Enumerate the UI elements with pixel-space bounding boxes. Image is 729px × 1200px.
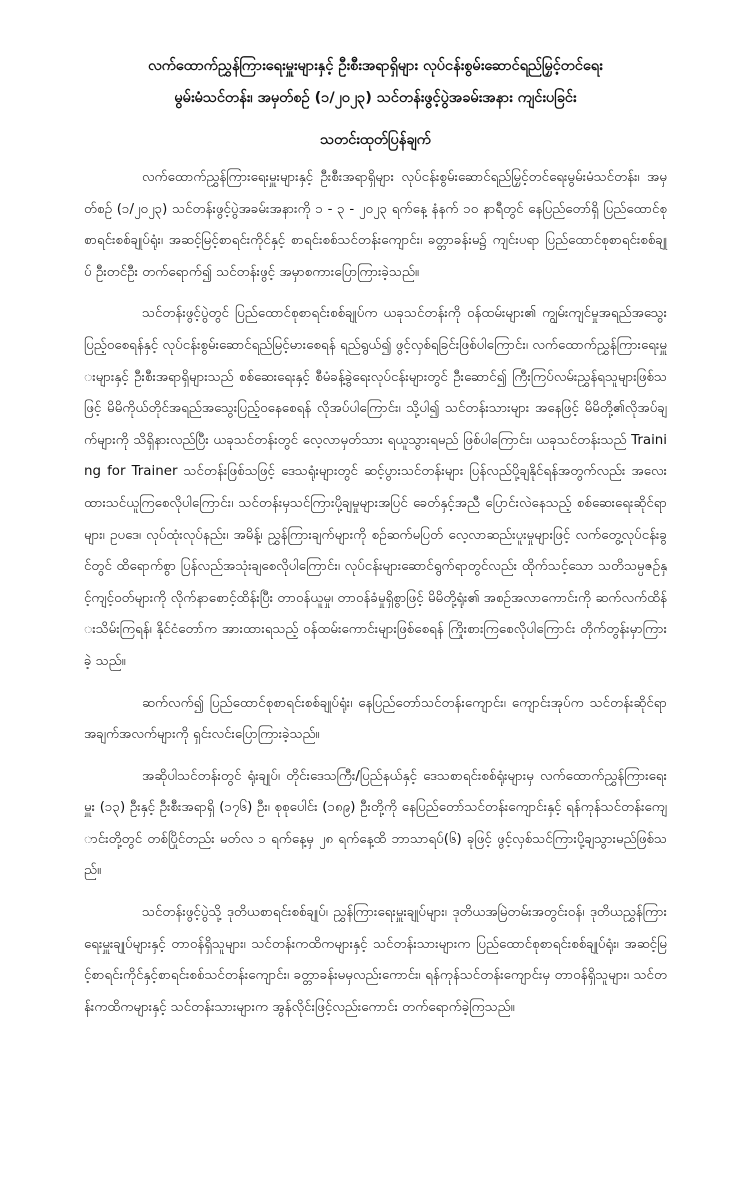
paragraph-3: ဆက်လက်၍ ပြည်ထောင်စုစာရင်းစစ်ချုပ်ရုံး၊ နေပြည်တော်သင်တန်းကျောင်း၊ ကျောင်းအုပ်က သင်တန်းဆိုင်ရာအချက်အလက်များကို ရှင်းလင်းပြောကြားခဲ့သည်။	[84, 695, 667, 743]
paragraph-1: လက်ထောက်ညွှန်ကြားရေးမှူးများနှင့် ဦးစီးအရာရှိများ လုပ်ငန်းစွမ်းဆောင်ရည်မြှင့်တင်ရေးမွမ်းမံသင်တန်း၊ အမှတ်စဉ် (၁/၂၀၂၃) သင်တန်းဖွင့်ပွဲအခမ်းအနားကို ၁ - ၃ - ၂၀၂၃ ရက်နေ့ နံနက် ၁၀ နာရီတွင် နေပြည်တော်ရှိ ပြည်ထောင်စုစာရင်းစစ်ချုပ်ရုံး၊ အဆင့်မြင့်စာရင်းကိုင်နှင့် စာရင်းစစ်သင်တန်းကျောင်း၊ ခတ္တာခန်းမ၌ ကျင်းပရာ ပြည်ထောင်စုစာရင်းစစ်ချုပ် ဦးတင်ဦး တက်ရောက်၍ သင်တန်းဖွင့် အမှာစကားပြောကြားခဲ့သည်။	[84, 170, 667, 280]
paragraph-4: အဆိုပါသင်တန်းတွင် ရုံးချုပ်၊ တိုင်းဒေသကြီး/ပြည်နယ်နှင့် ဒေသစာရင်းစစ်ရုံးများမှ လက်ထောက်ညွှန်ကြားရေးမှူး (၁၃) ဦးနှင့် ဦးစီးအရာရှိ (၁၇၆) ဦး၊ စုစုပေါင်း (၁၈၉) ဦးတို့ကို နေပြည်တော်သင်တန်းကျောင်းနှင့် ရန်ကုန်သင်တန်းကျောင်းတို့တွင် တစ်ပြိုင်တည်း မတ်လ ၁ ရက်နေ့မှ ၂၈ ရက်နေ့ထိ ဘာသာရပ်(၆) ခုဖြင့် ဖွင့်လှစ်သင်ကြားပို့ချသွားမည်ဖြစ်သည်။	[84, 768, 667, 879]
document-title	[84, 50, 667, 114]
paragraph-5: သင်တန်းဖွင့်ပွဲသို့ ဒုတိယစာရင်းစစ်ချုပ်၊ ညွှန်ကြားရေးမှူးချုပ်များ၊ ဒုတိယအမြဲတမ်းအတွင်းဝန်၊ ဒုတိယညွှန်ကြားရေးမှူးချုပ်များနှင့် တာဝန်ရှိသူများ၊ သင်တန်းကထိကများနှင့် သင်တန်းသားများက ပြည်ထောင်စုစာရင်းစစ်ချုပ်ရုံး၊ အဆင့်မြင့်စာရင်းကိုင်နှင့်စာရင်းစစ်သင်တန်းကျောင်း၊ ခတ္တာခန်းမမှလည်းကောင်း၊ ရန်ကုန်သင်တန်းကျောင်းမှ တာဝန်ရှိသူများ၊ သင်တန်းကထိကများနှင့် သင်တန်းသားများက အွန်လိုင်းဖြင့်လည်းကောင်း တက်ရောက်ခဲ့ကြသည်။	[84, 905, 667, 1015]
document-subtitle: သတင်းထုတ်ပြန်ချက်	[320, 132, 431, 148]
document-title-line-1: လက်ထောက်ညွှန်ကြားရေးမှူးများနှင့် ဦးစီးအရာရှိများ လုပ်ငန်းစွမ်းဆောင်ရည်မြှင့်တင်ရေး	[148, 58, 603, 74]
document-title-line-2: မွမ်းမံသင်တန်း၊ အမှတ်စဉ် (၁/၂၀၂၃) သင်တန်းဖွင့်ပွဲအခမ်းအနား ကျင်းပခြင်း	[174, 90, 577, 106]
paragraph-2: သင်တန်းဖွင့်ပွဲတွင် ပြည်ထောင်စုစာရင်းစစ်ချုပ်က ယခုသင်တန်းကို ဝန်ထမ်းများ၏ ကျွမ်းကျင်မှုအရည်အသွေးပြည့်ဝစေရန်နှင့် လုပ်ငန်းစွမ်းဆောင်ရည်မြင့်မားစေရန် ရည်ရွယ်၍ ဖွင့်လှစ်ရခြင်းဖြစ်ပါကြောင်း၊ လက်ထောက်ညွှန်ကြားရေးမှူးများနှင့် ဦးစီးအရာရှိများသည် စစ်ဆေးရေးနှင့် စီမံခန့်ခွဲရေးလုပ်ငန်းများတွင် ဦးဆောင်၍ ကြီးကြပ်လမ်းညွှန်ရသူများဖြစ်သဖြင့် မိမိကိုယ်တိုင်အရည်အသွေးပြည့်ဝနေစေရန် လိုအပ်ပါကြောင်း၊ သို့ပါ၍ သင်တန်းသားများ အနေဖြင့် မိမိတို့၏လိုအပ်ချက်များကို သိရှိနားလည်ပြီး ယခုသင်တန်းတွင် လေ့လာမှတ်သား ရယူသွားရမည် ဖြစ်ပါကြောင်း၊ ယခုသင်တန်းသည် Training for Trainer သင်တန်းဖြစ်သဖြင့် ဒေသရုံးများတွင် ဆင့်ပွားသင်တန်းများ ပြန်လည်ပို့ချနိုင်ရန်အတွက်လည်း အလေးထားသင်ယူကြစေလိုပါကြောင်း၊ သင်တန်းမှသင်ကြားပို့ချမှုများအပြင် ခေတ်နှင့်အညီ ပြောင်းလဲနေသည့် စစ်ဆေးရေးဆိုင်ရာများ၊ ဥပဒေ၊ လုပ်ထုံးလုပ်နည်း၊ အမိန့်၊ ညွှန်ကြားချက်များကို စဉ်ဆက်မပြတ် လေ့လာဆည်းပူးမှုများဖြင့် လက်တွေ့လုပ်ငန်းခွင်တွင် ထိရောက်စွာ ပြန်လည်အသုံးချစေလိုပါကြောင်း၊ လုပ်ငန်းများဆောင်ရွက်ရာတွင်လည်း ထိုက်သင့်သော သတိသမ္ပဇဉ်နှင့်ကျင့်ဝတ်များကို လိုက်နာစောင့်ထိန်းပြီး တာဝန်ယူမှု၊ တာဝန်ခံမှုရှိစွာဖြင့် မိမိတို့ရုံး၏ အစဉ်အလာကောင်းကို ဆက်လက်ထိန်းသိမ်းကြရန်၊ နိုင်ငံတော်က အားထားရသည့် ဝန်ထမ်းကောင်းများဖြစ်စေရန် ကြိုးစားကြစေလိုပါကြောင်း တိုက်တွန်းမှာကြားခဲ့ သည်။	[84, 306, 667, 669]
